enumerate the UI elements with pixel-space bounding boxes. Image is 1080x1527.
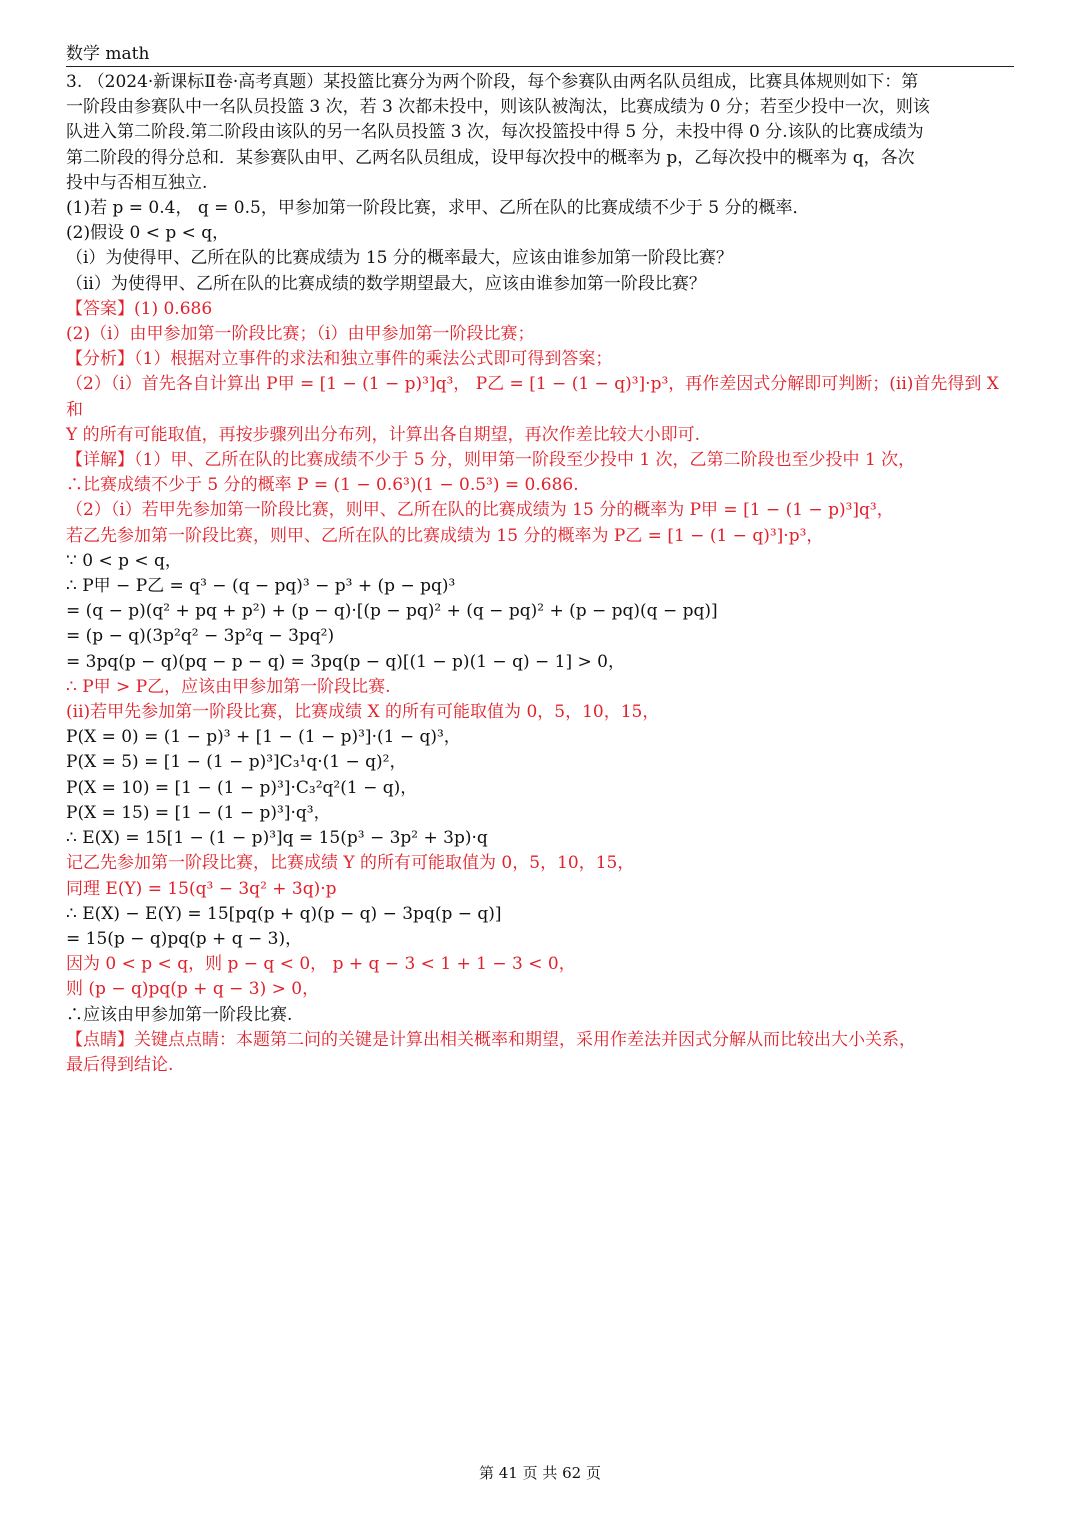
text-line: P(X = 5) = [1 − (1 − p)³]C₃¹q·(1 − q)²，: [66, 752, 407, 773]
text-line: 最后得到结论.: [66, 1054, 174, 1075]
text-line: （2）（i）若甲先参加第一阶段比赛，则甲、乙所在队的比赛成绩为 15 分的概率为 P甲 = [1 − (1 − p)³]q³，: [66, 500, 894, 521]
text-line: (2)（i）由甲参加第一阶段比赛；（i）由甲参加第一阶段比赛；: [66, 324, 535, 345]
text-line: （i）为使得甲、乙所在队的比赛成绩为 15 分的概率最大，应该由谁参加第一阶段比赛？: [66, 248, 733, 269]
text-line: 【点睛】关键点点睛：本题第二问的关键是计算出相关概率和期望，采用作差法并因式分解从而比较出大小关系，: [66, 1029, 916, 1050]
text-line: 【分析】（1）根据对立事件的求法和独立事件的乘法公式即可得到答案；: [66, 349, 613, 370]
text-line: 一阶段由参赛队中一名队员投篮 3 次，若 3 次都未投中，则该队被淘汰，比赛成绩为 0 分；若至少投中一次，则该: [66, 97, 930, 118]
problem-content: [66, 70, 1016, 1078]
text-line: ∴ E(X) − E(Y) = 15[pq(p + q)(p − q) − 3pq(p − q)]: [66, 903, 502, 924]
text-line: ∴比赛成绩不少于 5 分的概率 P = (1 − 0.6³)(1 − 0.5³) = 0.686.: [66, 475, 579, 496]
text-line: 队进入第二阶段.第二阶段由该队的另一名队员投篮 3 次，每次投篮投中得 5 分，未投中得 0 分.该队的比赛成绩为: [66, 122, 924, 143]
page-number: 第 41 页 共 62 页: [478, 1464, 601, 1482]
header-text: 数学 math: [66, 44, 150, 64]
text-line: 投中与否相互独立.: [66, 172, 208, 193]
text-line: (2)假设 0 < p < q，: [66, 223, 230, 244]
text-line: (1)若 p = 0.4， q = 0.5，甲参加第一阶段比赛，求甲、乙所在队的比赛成绩不少于 5 分的概率．: [66, 198, 810, 219]
text-line: = 15(p − q)pq(p + q − 3)，: [66, 928, 303, 949]
text-line: 【答案】(1) 0.686: [66, 298, 213, 319]
text-line: ∴ P甲 > P乙，应该由甲参加第一阶段比赛.: [66, 676, 391, 697]
text-line: P(X = 15) = [1 − (1 − p)³]·q³，: [66, 802, 331, 823]
text-line: ∴应该由甲参加第一阶段比赛.: [66, 1004, 293, 1025]
text-line: ∵ 0 < p < q，: [66, 550, 182, 571]
text-line: (ii)若甲先参加第一阶段比赛，比赛成绩 X 的所有可能取值为 0，5，10，15，: [66, 702, 660, 723]
text-line: ∴ P甲 − P乙 = q³ − (q − pq)³ − p³ + (p − pq)³: [66, 576, 456, 597]
page-header: [66, 42, 1014, 67]
text-line: Y 的所有可能取值，再按步骤列出分布列，计算出各自期望，再次作差比较大小即可.: [66, 424, 701, 445]
text-line: 3. （2024·新课标Ⅱ卷·高考真题）某投篮比赛分为两个阶段，每个参赛队由两名队员组成，比赛具体规则如下：第: [66, 72, 919, 92]
text-line: ∴ E(X) = 15[1 − (1 − p)³]q = 15(p³ − 3p² + 3p)·q: [66, 828, 488, 849]
text-line: 记乙先参加第一阶段比赛，比赛成绩 Y 的所有可能取值为 0，5，10，15，: [66, 853, 635, 874]
text-line: 若乙先参加第一阶段比赛，则甲、乙所在队的比赛成绩为 15 分的概率为 P乙 = [1 − (1 − q)³]·p³，: [66, 525, 824, 546]
text-line: （2）（i）首先各自计算出 P甲 = [1 − (1 − p)³]q³， P乙 = [1 − (1 − q)³]·p³，再作差因式分解即可判断；(ii)首先得到 X 和: [66, 374, 1005, 420]
text-line: 第二阶段的得分总和．某参赛队由甲、乙两名队员组成，设甲每次投中的概率为 p，乙每次投中的概率为 q，各次: [66, 147, 915, 168]
page-footer: [0, 1463, 1080, 1483]
text-line: 因为 0 < p < q，则 p − q < 0， p + q − 3 < 1 + 1 − 3 < 0，: [66, 954, 576, 975]
text-line: = 3pq(p − q)(pq − p − q) = 3pq(p − q)[(1 − p)(1 − q) − 1] > 0，: [66, 651, 625, 672]
text-line: 同理 E(Y) = 15(q³ − 3q² + 3q)·p: [66, 878, 337, 899]
text-line: 则 (p − q)pq(p + q − 3) > 0，: [66, 979, 320, 1000]
text-line: 【详解】（1）甲、乙所在队的比赛成绩不少于 5 分，则甲第一阶段至少投中 1 次，乙第二阶段也至少投中 1 次，: [66, 450, 916, 471]
text-line: P(X = 10) = [1 − (1 − p)³]·C₃²q²(1 − q)，: [66, 777, 418, 798]
text-line: = (q − p)(q² + pq + p²) + (p − q)·[(p − pq)² + (q − pq)² + (p − pq)(q − pq)]: [66, 601, 718, 622]
text-line: = (p − q)(3p²q² − 3p²q − 3pq²): [66, 626, 335, 647]
text-line: （ii）为使得甲、乙所在队的比赛成绩的数学期望最大，应该由谁参加第一阶段比赛？: [66, 273, 706, 294]
text-line: P(X = 0) = (1 − p)³ + [1 − (1 − p)³]·(1 − q)³，: [66, 727, 461, 748]
